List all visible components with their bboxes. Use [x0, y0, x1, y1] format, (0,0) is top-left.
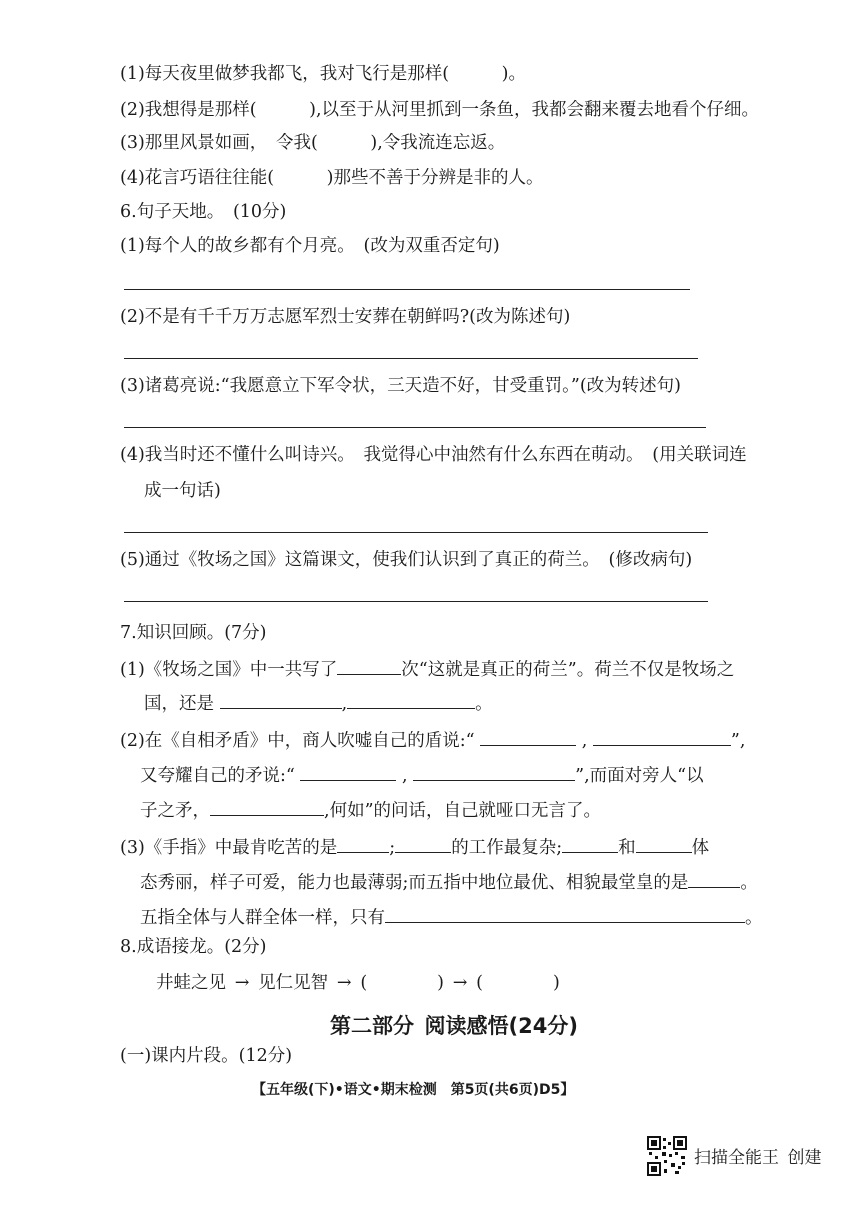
q6-item-2: (2)不是有千千万万志愿军烈士安葬在朝鲜吗?(改为陈述句) — [120, 307, 571, 327]
q7-p1-text-b: 次“这就是真正的荷兰”。荷兰不仅是牧场之 — [401, 660, 735, 680]
answer-line — [124, 289, 690, 290]
q7-p1-line1 — [120, 656, 734, 682]
q7-p2-line1: (2)在《自相矛盾》中，商人吹嘘自己的盾说:“ , ”, — [120, 727, 745, 753]
q7-p3-text-b: 的工作最复杂; — [451, 838, 563, 858]
q5-item-2: (2)我想得是那样( ),以至于从河里抓到一条鱼，我都会翻来覆去地看个仔细。 — [120, 100, 760, 120]
q7-p1-line2: 国，还是 , 。 — [144, 690, 493, 716]
q7-p2-line3 — [140, 797, 601, 823]
q8-title: 8.成语接龙。(2分) — [120, 937, 267, 957]
fill-blank — [395, 834, 451, 853]
q8-idiom-chain: 井蛙之见 → 见仁见智 → ( ) → ( ) — [156, 973, 560, 993]
q6-title: 6.句子天地。 (10分) — [120, 202, 287, 222]
qr-code-icon — [647, 1136, 687, 1176]
q5-item-1: (1)每天夜里做梦我都飞，我对飞行是那样( )。 — [120, 64, 526, 84]
answer-line — [124, 358, 698, 359]
fill-blank — [337, 656, 401, 675]
q7-p2-text-d: 子之矛， — [140, 801, 210, 821]
q6-item-4: (4)我当时还不懂什么叫诗兴。 我觉得心中油然有什么东西在萌动。 (用关联词连 — [120, 445, 747, 465]
part2-subtitle: (一)课内片段。(12分) — [120, 1046, 293, 1066]
q7-p2-text-c: ”,而面对旁人“以 — [575, 766, 704, 786]
q7-p3-text-d: 体 — [691, 838, 710, 858]
q7-p3-line1: (3)《手指》中最肯吃苦的是 ; 的工作最复杂; 和 体 — [120, 834, 709, 860]
q7-p3-line3: 五指全体与人群全体一样，只有 。 — [140, 904, 763, 930]
fill-blank — [562, 834, 618, 853]
q7-p2-text-b: 又夸耀自己的矛说:“ — [140, 766, 295, 786]
q6-item-1: (1)每个人的故乡都有个月亮。 (改为双重否定句) — [120, 236, 500, 256]
fill-blank — [220, 690, 342, 709]
fill-blank — [210, 797, 324, 816]
fill-blank — [688, 869, 740, 888]
q7-p1-text-c: 国，还是 — [144, 694, 214, 714]
answer-line — [124, 532, 708, 533]
answer-line — [124, 601, 708, 602]
scanner-watermark: 扫描全能王 创建 — [694, 1148, 822, 1168]
fill-blank — [593, 727, 731, 746]
page-footer: 【五年级(下)•语文•期末检测 第5页(共6页)D5】 — [252, 1082, 575, 1098]
fill-blank — [480, 727, 576, 746]
fill-blank — [636, 834, 692, 853]
answer-line — [124, 427, 706, 428]
fill-blank — [337, 834, 389, 853]
q7-p1-text-a: (1)《牧场之国》中一共写了 — [120, 660, 338, 680]
fill-blank — [347, 690, 475, 709]
q7-p3-text-c: 和 — [618, 838, 636, 858]
q6-item-5: (5)通过《牧场之国》这篇课文，使我们认识到了真正的荷兰。 (修改病句) — [120, 550, 693, 570]
fill-blank — [300, 762, 396, 781]
q7-p3-text-f: 五指全体与人群全体一样，只有 — [140, 908, 385, 928]
q5-item-3: (3)那里风景如画， 令我( ),令我流连忘返。 — [120, 133, 506, 153]
q7-p3-line2: 态秀丽，样子可爱，能力也最薄弱;而五指中地位最优、相貌最堂皇的是 。 — [140, 869, 758, 895]
q7-title: 7.知识回顾。(7分) — [120, 623, 267, 643]
q7-p2-text-a: (2)在《自相矛盾》中，商人吹嘘自己的盾说:“ — [120, 731, 475, 751]
part2-title: 第二部分 阅读感悟(24分) — [330, 1014, 578, 1038]
q7-p3-text-e: 态秀丽，样子可爱，能力也最薄弱;而五指中地位最优、相貌最堂皇的是 — [140, 873, 689, 893]
fill-blank — [413, 762, 575, 781]
q5-item-4: (4)花言巧语往往能( )那些不善于分辨是非的人。 — [120, 168, 544, 188]
q7-p2-line2: 又夸耀自己的矛说:“ , ”,而面对旁人“以 — [140, 762, 704, 788]
q6-item-3: (3)诸葛亮说:“我愿意立下军令状，三天造不好，甘受重罚。”(改为转述句) — [120, 376, 681, 396]
q6-item-4-cont: 成一句话) — [144, 481, 221, 501]
q7-p2-text-e: ,何如”的问话，自己就哑口无言了。 — [324, 801, 602, 821]
q7-p3-text-a: (3)《手指》中最肯吃苦的是 — [120, 838, 338, 858]
fill-blank — [385, 904, 745, 923]
